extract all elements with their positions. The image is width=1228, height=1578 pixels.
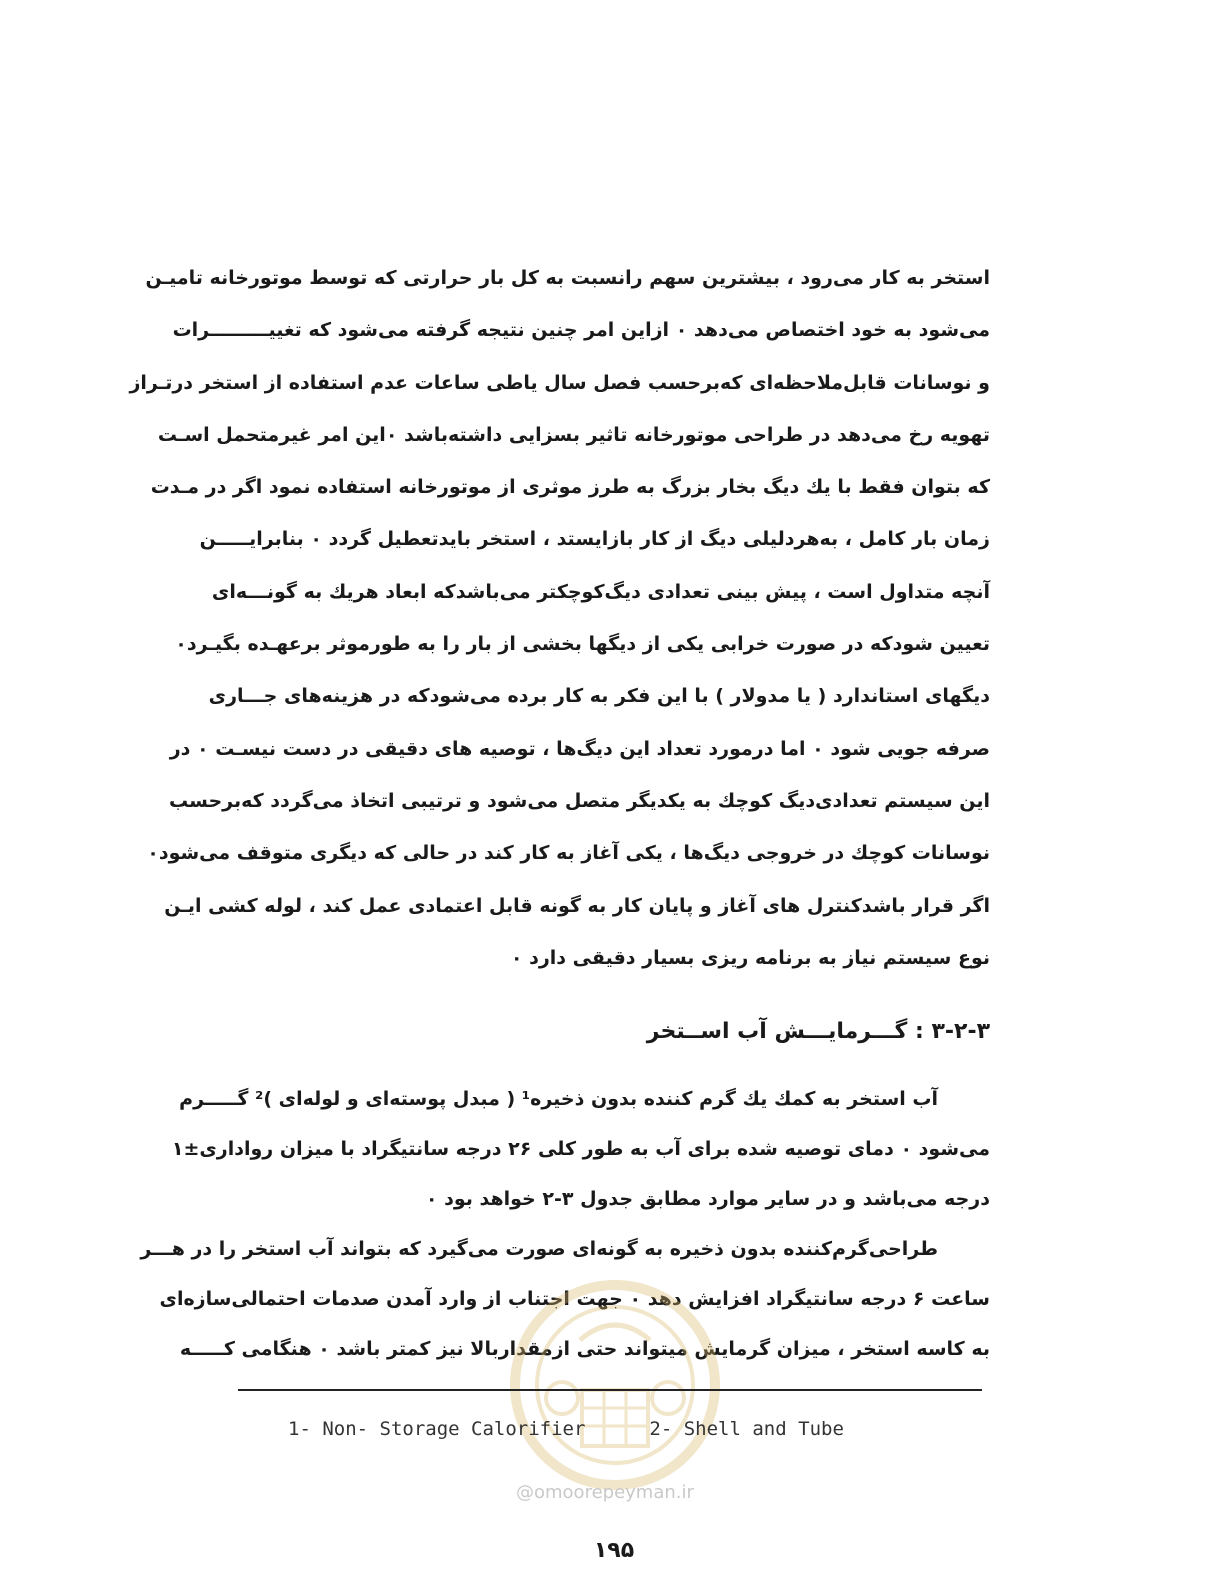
text-line: می‌شود ۰ دمای توصیه شده برای آب به طور کلی ۲۶ درجه سانتیگراد با میزان رواداری±۱ [171,1138,990,1160]
text-line: آنچه متداول است ، پیش بینی تعدادی دیگ‌کوچکتر می‌باشدکه ابعاد هریك به گونـــه‌ای [211,580,990,603]
text-line: می‌شود به خود اختصاص می‌دهد ۰ ازاین امر چنین نتیجه گرفته می‌شود که تغییـــــــــرات [172,319,990,342]
text-line: که بتوان فقط با یك دیگ بخار بزرگ به طرز موثری از موتورخانه استفاده نمود اگر در مـدت [150,476,990,499]
text-line: تعیین شودکه در صورت خرابی یکی از دیگها بخشی از بار را به طورموثر برعهـده بگیـرد۰ [175,633,990,656]
text-line: استخر به کار می‌رود ، بیشترین سهم رانسبت به کل بار حرارتی که توسط موتورخانه تامیـن [145,267,990,289]
text-line: دیگهای استاندارد ( یا مدولار ) با این فکر به کار برده می‌شودکه در هزینه‌های جـــاری [208,685,990,708]
page-number: ۱۹۵ [593,1538,635,1563]
footnote-1: 1- Non- Storage Calorifier [288,1418,586,1440]
text-line: درجه می‌باشد و در سایر موارد مطابق جدول ۳-۲ خواهد بود ۰ [425,1188,990,1210]
body-paragraph-1 [129,252,990,984]
body-paragraph-2 [171,1074,990,1224]
text-line: آب استخر به کمك یك گرم کننده بدون ذخیره¹ ( مبدل پوسته‌ای و لوله‌ای )² گـــــرم [179,1088,938,1110]
text-line: نوسانات کوچك در خروجی دیگ‌ها ، یکی آغاز به کار کند در حالی که دیگری متوقف می‌شود۰ [147,842,990,865]
watermark-text: @omoorepeyman.ir [516,1482,694,1503]
footnote-2: 2- Shell and Tube [649,1418,844,1440]
text-line: تهویه رخ می‌دهد در طراحی موتورخانه تاثیر بسزایی داشته‌باشد ۰این امر غیرمتحمل اسـت [157,423,990,446]
section-heading: ۳-۲-۳ : گـــرمایـــش آب اســتخر [646,1019,990,1044]
text-line: طراحی‌گرم‌کننده بدون ذخیره به گونه‌ای صورت می‌گیرد که بتواند آب استخر را در هـــر [140,1238,938,1260]
text-line: صرفه جویی شود ۰ اما درمورد تعداد این دیگ‌ها ، توصیه های دقیقی در دست نیسـت ۰ در [169,737,990,760]
text-line: این سیستم تعدادی‌دیگ کوچك به یکدیگر متصل می‌شود و ترتیبی اتخاذ می‌گردد که‌برحسب [169,789,990,812]
text-line: زمان بار کامل ، به‌هردلیلی دیگ از کار بازایستد ، استخر بایدتعطیل گردد ۰ بنابرایـــــن [199,528,990,551]
text-line: ساعت ۶ درجه سانتیگراد افزایش دهد ۰ جهت اجتناب از وارد آمدن صدمات احتمالی‌سازه‌ای [159,1288,990,1310]
text-line: و نوسانات قابل‌ملاحظه‌ای که‌برحسب فصل سال یاطی ساعات عدم استفاده از استخر درتـراز [129,371,990,394]
watermark-seal-icon [500,1270,730,1500]
footnote-divider [238,1389,982,1391]
text-line: نوع سیستم نیاز به برنامه ریزی بسیار دقیقی دارد ۰ [510,946,990,969]
text-line: به کاسه استخر ، میزان گرمایش میتواند حتی ازمقداربالا نیز کمتر باشد ۰ هنگامی کـــــه [179,1338,990,1360]
footnotes [288,1418,908,1440]
text-line: اگر قرار باشدکنترل های آغاز و پایان کار به گونه قابل اعتمادی عمل کند ، لوله کشی ایـن [164,894,990,917]
